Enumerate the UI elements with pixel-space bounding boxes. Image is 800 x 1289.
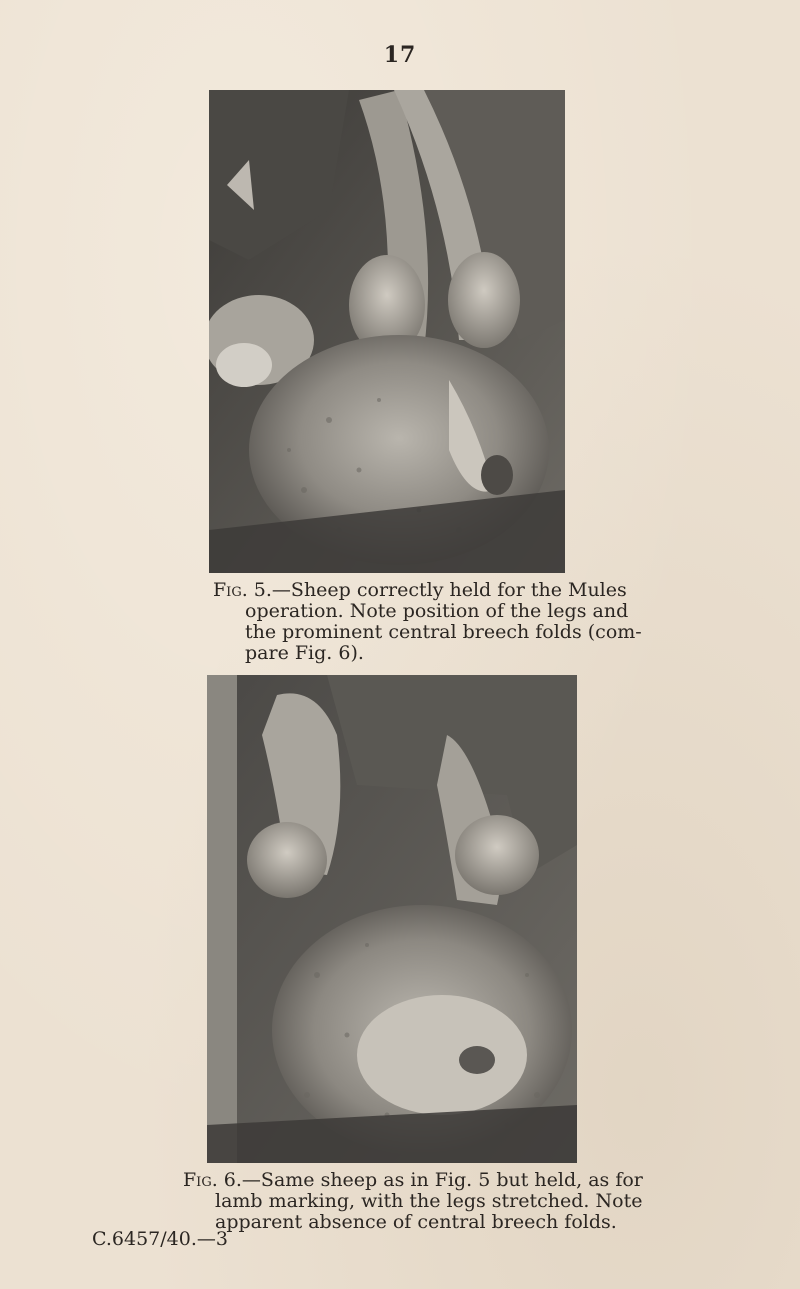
figure-5-caption xyxy=(213,579,642,664)
figure-5-label: Fig. 5. xyxy=(213,579,272,601)
figure-5-photograph xyxy=(209,90,565,573)
caption-line: Fig. 6.—Same sheep as in Fig. 5 but held, as for xyxy=(183,1169,643,1191)
figure-6-photograph xyxy=(207,675,577,1163)
caption-line: pare Fig. 6). xyxy=(245,642,364,664)
page-number: 17 xyxy=(383,42,417,68)
figure-6-label: Fig. 6. xyxy=(183,1169,242,1191)
figure-6-caption xyxy=(183,1169,643,1233)
caption-line: operation. Note position of the legs and xyxy=(245,600,629,622)
caption-line: lamb marking, with the legs stretched. Note xyxy=(215,1190,643,1212)
caption-line: the prominent central breech folds (com- xyxy=(245,621,642,643)
caption-line: Fig. 5.—Sheep correctly held for the Mules xyxy=(213,579,627,601)
caption-line: apparent absence of central breech folds. xyxy=(215,1211,617,1233)
print-reference-code: C.6457/40.—3 xyxy=(92,1228,228,1250)
